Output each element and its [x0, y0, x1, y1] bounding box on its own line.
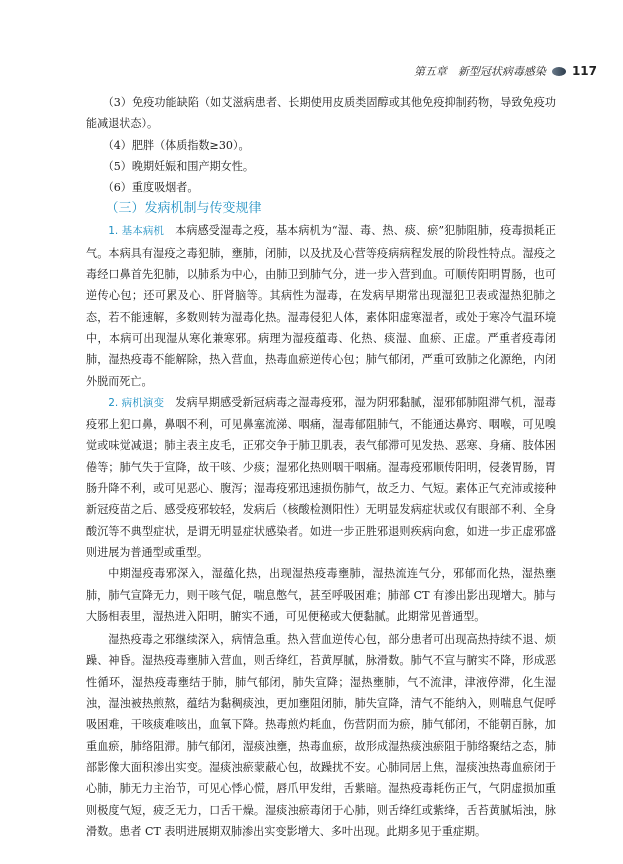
list-item: （3）免疫功能缺陷（如艾滋病患者、长期使用皮质类固醇或其他免疫抑制药物，导致免疫功能减退状态）。	[86, 96, 556, 131]
page-number: 117	[571, 64, 597, 78]
paragraph-text: 本病感受湿毒之疫，基本病机为“湿、毒、热、痰、瘀”犯肺阻肺，疫毒损耗正气。本病具有湿疫之毒犯肺，壅肺，闭肺，以及扰及心营等疫病病程发展的阶段性特点。湿疫之毒经口鼻首先犯肺，以肺系为中心，由肺卫到肺气分，进一步入营到血。可顺传阳明胃肠，也可逆传心包；还可累及心、肝肾脑等。其病性为湿毒，在发病早期常出现湿犯卫表或湿热犯肺之态，若不能速解，多数则转为湿毒化热。湿毒侵犯人体，素体阳虚寒湿者，或处于寒冷气温环境中，本病可出现湿从寒化兼寒邪。病理为湿疫蕴毒、化热、痰湿、血瘀、正虚。严重者疫毒闭肺，湿热疫毒不能解除，热入营血，热毒血瘀逆传心包；肺气郁闭，严重可致肺之化源绝，内闭外脱而死亡。	[86, 224, 556, 388]
paragraph-pathogenesis-evolution	[86, 392, 556, 563]
list-item: （6）重度吸烟者。	[102, 181, 199, 195]
chapter-title: 第五章 新型冠状病毒感染	[413, 65, 546, 78]
page-marker-icon	[552, 67, 566, 76]
subsection-label: 1. 基本病机	[108, 225, 165, 238]
paragraph-severe-stage: 湿热疫毒之邪继续深入，病情急重。热入营血逆传心包，部分患者可出现高热持续不退、烦躁、神昏。湿热疫毒壅肺入营血，则舌绛红，苔黄厚腻，脉滑数。肺气不宣与腑实不降，形成恶性循环，湿热疫毒壅结于肺，肺气郁闭，肺失宣降；湿热壅肺，气不流津，津液停滞，化生湿浊，湿浊被热煎熬，蕴结为黏稠痰浊，更加壅阻闭肺，肺失宣降，清气不能纳入，则喘息气促呼吸困难，干咳痰难咳出，血氧下降。热毒煎灼耗血，伤营阴而为瘀，肺气郁闭，不能朝百脉，加重血瘀，肺络阻滞。肺气郁闭，湿痰浊壅，热毒血瘀，故形成湿热痰浊瘀阻于肺络聚结之态，肺部影像大面积渗出实变。湿痰浊瘀蒙蔽心包，故躁扰不安。心肺同居上焦，湿痰浊热毒血瘀闭于心肺，肺无力主治节，可见心悸心慌，唇爪甲发绀，舌紫暗。湿热疫毒耗伤正气，气阴虚损加重则极度气短，疲乏无力，口舌干燥。湿痰浊瘀毒闭于心肺，则舌绛红或紫绛，舌苔黄腻垢浊，脉滑数。患者 CT 表明进展期双肺渗出实变影增大、多叶出现。此期多见于重症期。	[86, 633, 556, 838]
body-text	[86, 92, 556, 842]
paragraph-basic-pathogenesis	[86, 220, 556, 391]
paragraph-middle-stage: 中期湿疫毒邪深入，湿蕴化热，出现湿热疫毒壅肺，湿热流连气分，邪郁而化热，湿热壅肺，肺气宣降无力，则干咳气促，喘息憋气，甚至呼吸困难；肺部 CT 有渗出影出现增大。肺与大肠相表里，湿热进入阳明，腑实不通，可见便秘或大便黏腻。此期常见普通型。	[86, 567, 556, 623]
subsection-label: 2. 病机演变	[108, 396, 165, 409]
paragraph-text: 发病早期感受新冠病毒之湿毒疫邪，湿为阴邪黏腻，湿邪郁肺阻滞气机，湿毒疫邪上犯口鼻，鼻咽不利，可见鼻塞流涕、咽痛，湿毒郁阻肺气，不能通达鼻窍、咽喉，可见嗅觉或味觉减退；肺主表主皮毛，正邪交争于肺卫肌表，表气郁滞可见发热、恶寒、身痛、肢体困倦等；肺气失于宣降，故干咳、少痰；湿邪化热则咽干咽痛。湿毒疫邪顺传阳明，侵袭胃肠，胃肠升降不利，或可见恶心、腹泻；湿毒疫邪迅速损伤肺气，故乏力、气短。素体正气充沛或接种新冠疫苗之后、感受疫邪较轻，发病后（核酸检测阳性）无明显发病症状或仅有眼部不利、全身酸沉等不典型症状，是谓无明显症状感染者。如进一步正胜邪退则疾病向愈，如进一步正虚邪盛则进展为普通型或重型。	[86, 395, 556, 559]
list-item: （4）肥胖（体质指数≥30）。	[102, 138, 250, 152]
list-item: （5）晚期妊娠和围产期女性。	[102, 159, 254, 173]
page-header	[414, 63, 597, 79]
section-heading: （三）发病机制与传变规律	[105, 201, 262, 217]
